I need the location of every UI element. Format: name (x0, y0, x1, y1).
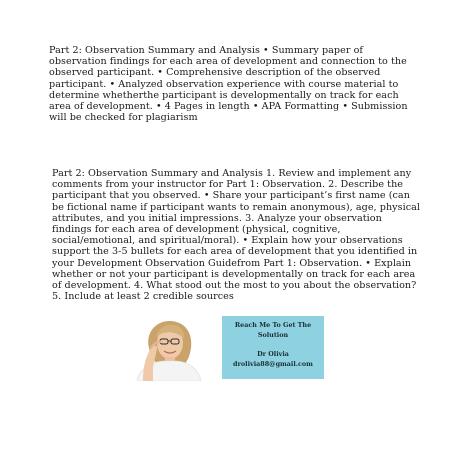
contact-heading-line-2: Solution (257, 331, 289, 339)
woman-with-glasses-photo (123, 314, 213, 381)
contact-name: Dr Olivia (257, 350, 289, 358)
summary-paragraph: Part 2: Observation Summary and Analysis • Summary paper of observation findings for each area of development and connection to the observed participant. • Comprehensive description of the observed participant. • Analyzed observation experience with course material to determine whetherthe participant is developmentally on track for each area of development. • 4 Pages in length • APA Formatting • Submission will be checked for plagiarism (49, 45, 408, 124)
instructions-paragraph: Part 2: Observation Summary and Analysis 1. Review and implement any comments from your instructor for Part 1: Observation. 2. Describe the participant that you observed. • Share your participant’s first name (can be fictional name if participant wants to remain anonymous), age, physical attributes, and you initial impressions. 3. Analyze your observation findings for each area of development (physical, cognitive, social/emotional, and spiritual/moral). • Explain how your observations support the 3-5 bullets for each area of development that you identified in your Development Observation Guidefrom Part 1: Observation. • Explain whether or not your participant is developmentally on track for each area of development. 4. What stood out the most to you about the observation? 5. Include at least 2 credible sources (52, 168, 421, 303)
contact-heading-line-1: Reach Me To Get The (234, 321, 312, 329)
contact-email: drolivia88@gmail.com (233, 360, 313, 368)
contact-banner (123, 314, 324, 381)
contact-info-box (222, 316, 324, 379)
